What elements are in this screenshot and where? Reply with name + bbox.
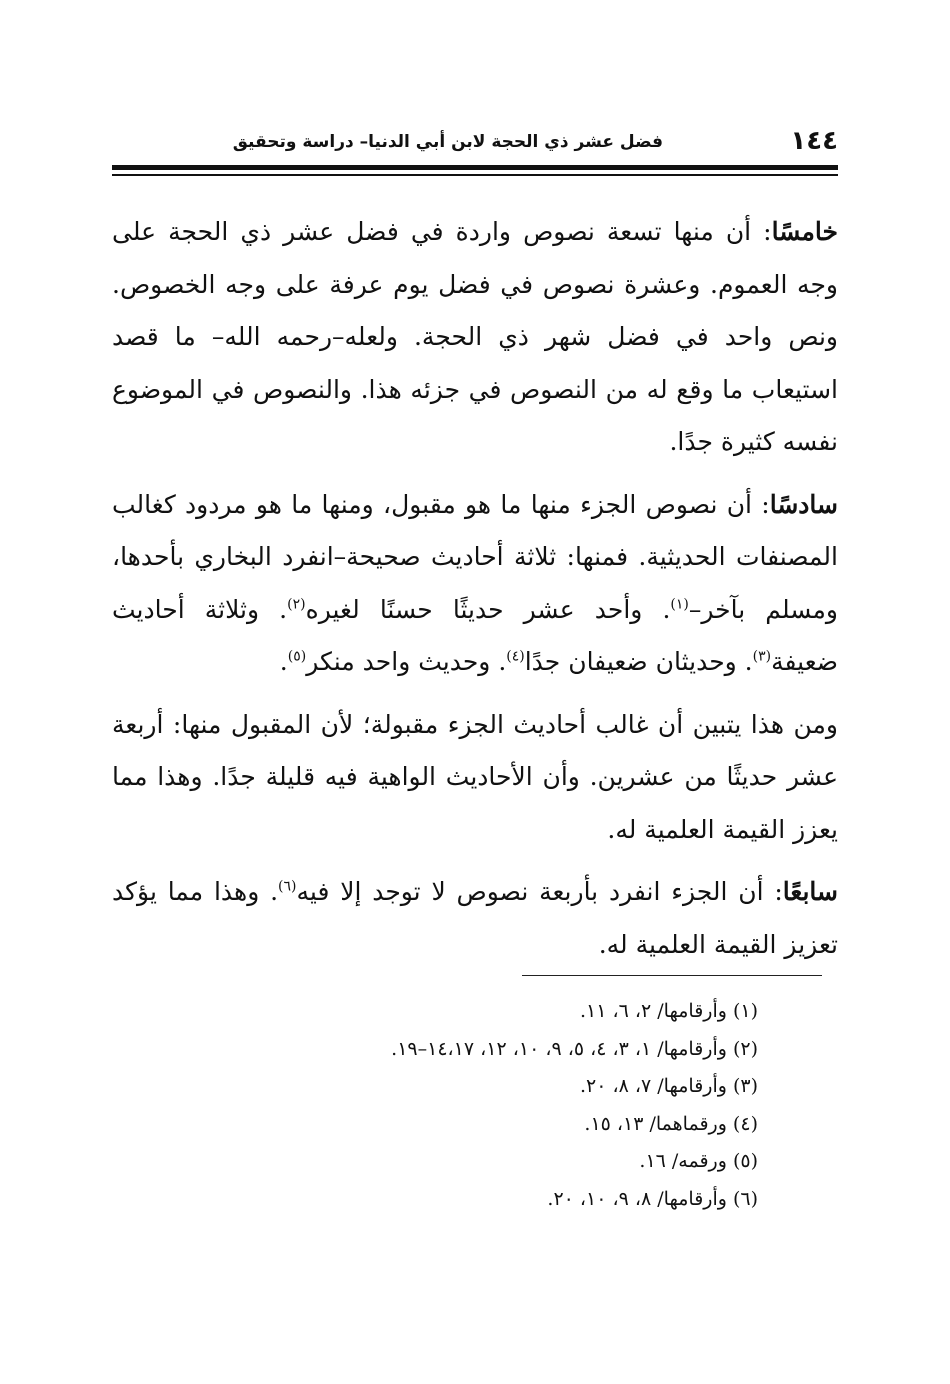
paragraph-text: : أن منها تسعة نصوص واردة في فضل عشر ذي الحجة على وجه العموم. وعشرة نصوص في فضل يوم عرفة على وجه الخصوص. ونص واحد في فضل شهر ذي الحجة. ولعله–رحمه الله– ما قصد استيعاب ما وقع له من النصوص في جزئه هذا. والنصوص في الموضوع نفسه كثيرة جدًا. [112,217,838,456]
paragraph-lead: سابعًا [782,877,838,906]
footnote-4: (٤) ورقماهما/ ١٣، ١٥. [584,1112,758,1135]
header-rule-thick [112,165,838,170]
header-rule-thin [112,174,838,176]
page-number: ١٤٤ [790,126,838,156]
paragraph-text: . وثلاثة أحاديث ضعيفة [112,594,838,676]
paragraph-text: . وهذا مما يؤكد تعزيز القيمة العلمية له. [112,877,838,959]
paragraph-sixth [112,479,838,689]
paragraph-text: ومن هذا يتبين أن غالب أحاديث الجزء مقبولة؛ لأن المقبول منها: أربعة عشر حديثًا من عشرين. وأن الأحاديث الواهية فيه قليلة جدًا. وهذا مما يعزز القيمة العلمية له. [112,709,838,844]
footnote-ref[interactable]: (٦) [278,878,297,895]
paragraph-text: . وأحد عشر حديثًا حسنًا لغيره [305,594,671,624]
page-header [112,122,838,170]
running-title: فضل عشر ذي الحجة لابن أبي الدنيا– دراسة وتحقيق [232,132,663,152]
main-text [112,206,838,981]
paragraph-conclusion [112,699,838,857]
footnote-ref[interactable]: (٣) [752,648,772,665]
paragraph-text: : أن نصوص الجزء منها ما هو مقبول، ومنها ما هو مردود كغالب المصنفات الحديثية. فمنها: ثلاثة أحاديث صحيحة–انفرد البخاري بأحدها، ومسلم بآخر– [112,489,838,624]
footnote-ref[interactable]: (٢) [287,596,306,613]
footnote-2: (٢) وأرقامها/ ١، ٣، ٤، ٥، ٩، ١٠، ١٢، ١٤،١٧–١٩. [391,1037,758,1060]
paragraph-seventh [112,866,838,971]
footnote-ref[interactable]: (٤) [506,648,525,665]
footnote-5: (٥) ورقمه/ ١٦. [639,1150,758,1172]
paragraph-text: . [279,647,288,676]
paragraph-lead: سادسًا [769,489,838,519]
paragraph-text: . وحديثان ضعيفان جدًا [524,647,753,676]
footnote-6: (٦) وأرقامها/ ٨، ٩، ١٠، ٢٠. [547,1187,758,1210]
footnote-separator [522,975,822,976]
footnote-3: (٣) وأرقامها/ ٧، ٨، ٢٠. [579,1075,758,1097]
footnote-ref[interactable]: (٥) [287,648,307,665]
paragraph-lead: خامسًا [771,217,838,246]
paragraph-text: . وحديث واحد منكر [306,647,507,676]
paragraph-text: : أن الجزء انفرد بأربعة نصوص لا توجد إلا فيه [296,877,783,906]
paragraph-fifth [112,206,838,469]
footnotes [198,993,758,1218]
footnote-ref[interactable]: (١) [670,596,689,613]
footnote-1: (١) وأرقامها/ ٢، ٦، ١١. [579,1000,758,1022]
